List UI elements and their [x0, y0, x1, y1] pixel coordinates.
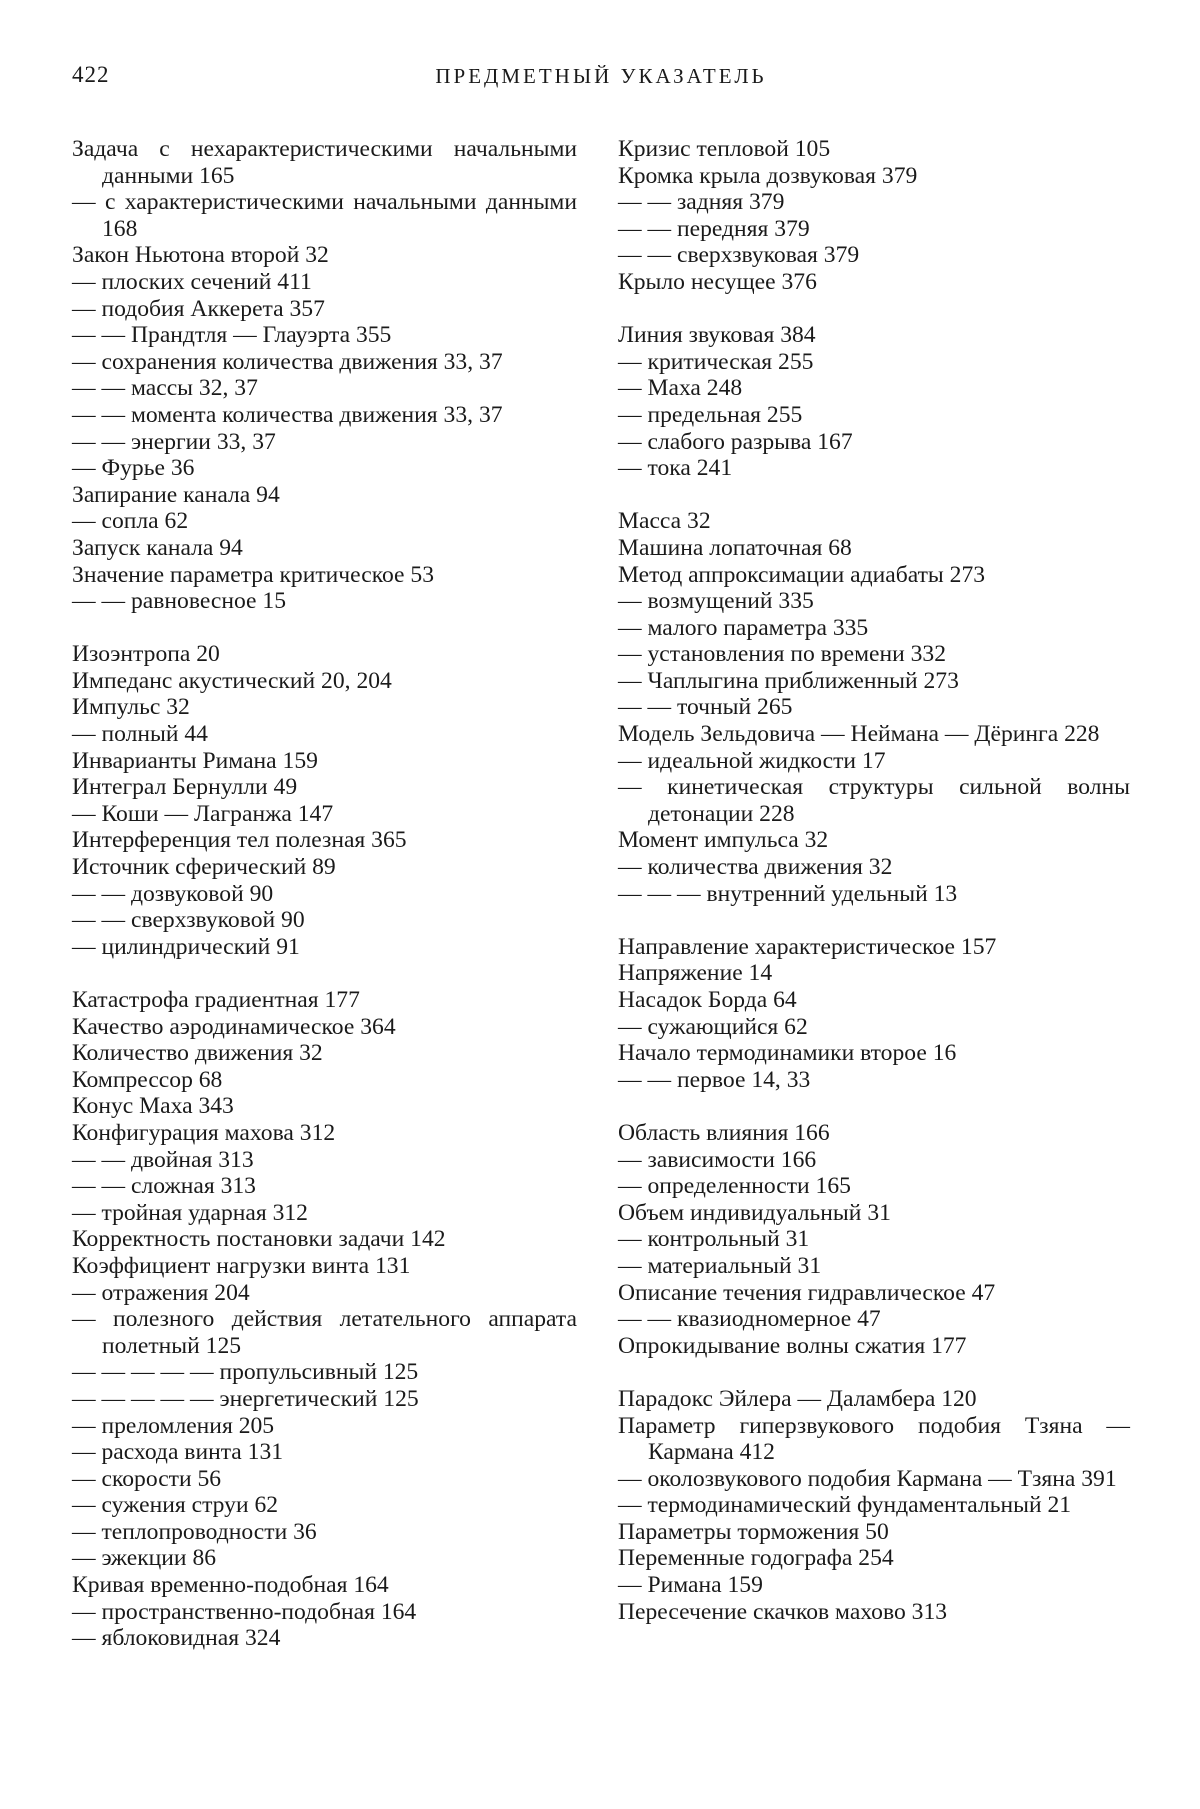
index-entry: — возмущений 335	[618, 588, 814, 615]
index-entry: Коэффициент нагрузки винта 131	[72, 1252, 411, 1279]
index-entry: — полный 44	[72, 721, 208, 748]
index-entry: Напряжение 14	[618, 960, 773, 987]
page-header	[72, 62, 1130, 102]
index-entry: — эжекции 86	[72, 1545, 217, 1572]
index-entry: — термодинамический фундаментальный 21	[618, 1492, 1072, 1519]
index-entry: — тройная ударная 312	[72, 1199, 308, 1226]
letter-group-gap	[618, 482, 1130, 509]
index-entry: — Римана 159	[618, 1572, 763, 1599]
index-entry: — — сверхзвуковой 90	[72, 907, 305, 934]
index-entry: Качество аэродинамическое 364	[72, 1013, 396, 1040]
index-entry: Машина лопаточная 68	[618, 534, 852, 561]
letter-group-gap	[72, 960, 577, 987]
index-entry: — Маха 248	[618, 375, 743, 402]
index-entry: — — массы 32, 37	[72, 375, 258, 402]
index-entry: — — двойная 313	[72, 1146, 254, 1173]
index-entry: — отражения 204	[72, 1279, 250, 1306]
index-entry: Кризис тепловой 105	[618, 136, 831, 162]
letter-group-gap	[618, 1093, 1130, 1120]
index-entry: Импульс 32	[72, 694, 190, 721]
index-entry: — — сложная 313	[72, 1173, 256, 1200]
letter-group-gap	[618, 907, 1130, 934]
index-entry: — зависимости 166	[618, 1146, 817, 1173]
index-entry: Направление характеристическое 157	[618, 933, 997, 960]
index-entry: Значение параметра критическое 53	[72, 561, 435, 588]
index-entry: — — квазиодномерное 47	[618, 1306, 881, 1333]
index-entry: Задача с нехарактеристическими начальными данными 165	[72, 136, 577, 189]
index-entry: Конус Маха 343	[72, 1093, 234, 1120]
index-entry: Количество движения 32	[72, 1040, 323, 1067]
index-entry: — — задняя 379	[618, 189, 785, 216]
running-title: ПРЕДМЕТНЫЙ УКАЗАТЕЛЬ	[435, 64, 767, 88]
index-entry: — слабого разрыва 167	[618, 428, 853, 455]
index-entry: Компрессор 68	[72, 1066, 223, 1093]
index-entry: Параметры торможения 50	[618, 1518, 889, 1545]
index-entry: Интерференция тел полезная 365	[72, 827, 407, 854]
index-entry: Метод аппроксимации адиабаты 273	[618, 561, 986, 588]
index-entry: — предельная 255	[618, 401, 803, 428]
letter-group-gap	[618, 1359, 1130, 1386]
index-entry: — околозвукового подобия Кармана — Тзяна 391	[618, 1465, 1117, 1492]
index-entry: Источник сферический 89	[72, 854, 336, 881]
letter-group-gap	[618, 296, 1130, 323]
index-entry: Кривая временно-подобная 164	[72, 1572, 389, 1599]
index-entry: Крыло несущее 376	[618, 268, 817, 295]
index-entry: Модель Зельдовича — Неймана — Дёринга 228	[618, 721, 1100, 748]
index-entry: — — точный 265	[618, 694, 793, 721]
index-entry: Кромка крыла дозвуковая 379	[618, 162, 918, 189]
index-entry: — плоских сечений 411	[72, 268, 312, 295]
index-entry: — сужения струи 62	[72, 1492, 279, 1519]
index-entry: — Фурье 36	[72, 455, 195, 482]
index-entry: — — Прандтля — Глауэрта 355	[72, 322, 392, 349]
index-entry: Линия звуковая 384	[618, 322, 816, 349]
letter-group-gap	[72, 615, 577, 642]
index-entry: Интеграл Бернулли 49	[72, 774, 298, 801]
index-entry: — кинетическая структуры сильной волны детонации 228	[618, 774, 1130, 827]
index-entry: Масса 32	[618, 508, 711, 535]
index-entry: — цилиндрический 91	[72, 933, 300, 960]
index-entry: — установления по времени 332	[618, 641, 947, 668]
index-entry: — количества движения 32	[618, 854, 893, 881]
index-entry: Изоэнтропа 20	[72, 641, 220, 668]
index-entry: — пространственно-подобная 164	[72, 1598, 417, 1625]
index-entry: Область влияния 166	[618, 1119, 830, 1146]
index-entry: Переменные годографа 254	[618, 1545, 894, 1572]
index-entry: Объем индивидуальный 31	[618, 1199, 891, 1226]
index-entry: — тока 241	[618, 455, 733, 482]
index-entry: Описание течения гидравлическое 47	[618, 1279, 996, 1306]
index-entry: — контрольный 31	[618, 1226, 810, 1253]
index-entry: — — — внутренний удельный 13	[618, 880, 958, 907]
index-entry: — расхода винта 131	[72, 1439, 284, 1466]
index-entry: — сужающийся 62	[618, 1013, 808, 1040]
index-entry: — — — — — пропульсивный 125	[72, 1359, 419, 1386]
index-entry: — критическая 255	[618, 348, 814, 375]
index-entry: — скорости 56	[72, 1465, 222, 1492]
index-entry: — — передняя 379	[618, 215, 810, 242]
index-entry: — идеальной жидкости 17	[618, 747, 886, 774]
index-column-left	[72, 136, 577, 1652]
index-entry: Насадок Борда 64	[618, 987, 797, 1013]
index-entry: Запирание канала 94	[72, 481, 280, 508]
index-entry: — Коши — Лагранжа 147	[72, 800, 334, 827]
index-entry: — материальный 31	[618, 1252, 822, 1279]
index-entry: — определенности 165	[618, 1173, 851, 1200]
index-entry: Импеданс акустический 20, 204	[72, 667, 392, 694]
index-entry: — сопла 62	[72, 508, 189, 535]
index-entry: Опрокидывание волны сжатия 177	[618, 1332, 967, 1359]
index-entry: Корректность постановки задачи 142	[72, 1226, 446, 1253]
index-entry: Пересечение скачков махово 313	[618, 1598, 948, 1625]
index-entry: — сохранения количества движения 33, 37	[72, 348, 503, 375]
index-entry: Инварианты Римана 159	[72, 747, 318, 774]
index-entry: — малого параметра 335	[618, 614, 869, 641]
index-entry: Запуск канала 94	[72, 534, 243, 561]
index-entry: — — энергии 33, 37	[72, 428, 276, 455]
index-entry: — теплопроводности 36	[72, 1518, 317, 1545]
index-entry: — яблоковидная 324	[72, 1625, 281, 1652]
index-entry: Конфигурация махова 312	[72, 1119, 336, 1146]
index-entry: Начало термодинамики второе 16	[618, 1040, 957, 1067]
index-entry: — подобия Аккерета 357	[72, 295, 325, 322]
index-entry: — Чаплыгина приближенный 273	[618, 667, 959, 694]
index-entry: — — первое 14, 33	[618, 1066, 811, 1093]
index-entry: — преломления 205	[72, 1412, 275, 1439]
index-column-right	[618, 136, 1130, 1625]
index-entry: — — момента количества движения 33, 37	[72, 401, 503, 428]
index-entry: Катастрофа градиентная 177	[72, 987, 360, 1013]
index-entry: — с характеристическими начальными данными 168	[72, 189, 577, 242]
index-entry: Параметр гиперзвукового подобия Тзяна — Кармана 412	[618, 1412, 1130, 1466]
index-entry: — — сверхзвуковая 379	[618, 242, 860, 269]
page-number: 422	[72, 62, 110, 87]
index-entry: Парадокс Эйлера — Даламбера 120	[618, 1385, 977, 1412]
index-entry: Закон Ньютона второй 32	[72, 242, 329, 269]
index-entry: — — дозвуковой 90	[72, 880, 274, 907]
index-entry: Момент импульса 32	[618, 827, 829, 854]
index-entry: — полезного действия летательного аппарата полетный 125	[72, 1306, 577, 1359]
index-entry: — — равновесное 15	[72, 588, 287, 615]
index-entry: — — — — — энергетический 125	[72, 1385, 419, 1412]
